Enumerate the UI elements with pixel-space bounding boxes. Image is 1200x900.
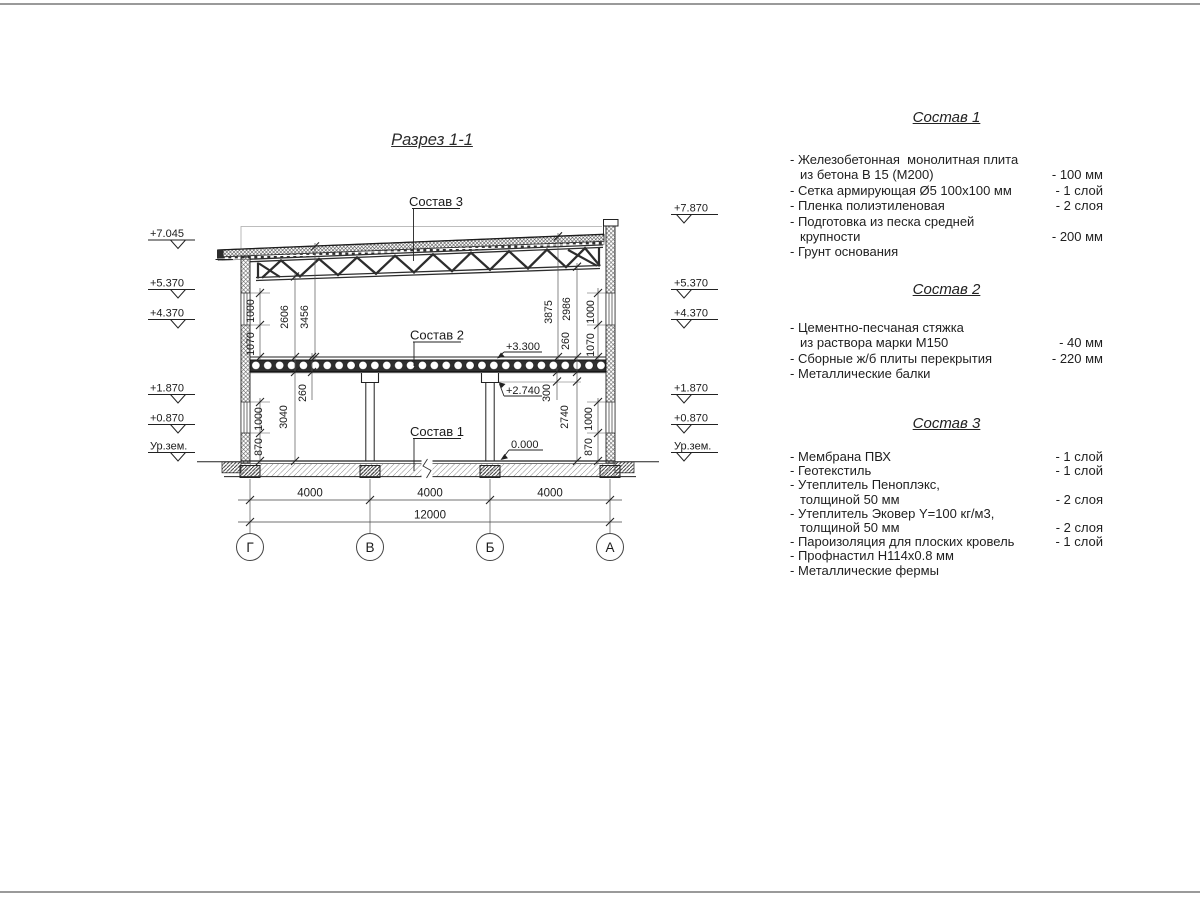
layer-value: - 1 слой	[1055, 182, 1103, 198]
layer-text: толщиной 50 мм	[800, 491, 900, 507]
callout-label: Состав 2	[410, 327, 464, 343]
layer-text: крупности	[800, 229, 861, 245]
inner-elevation-marks	[497, 341, 543, 460]
dim-label: 260	[297, 384, 309, 402]
layer-row	[790, 320, 1103, 335]
layer-value: - 2 слоя	[1055, 520, 1103, 536]
layer-row	[790, 152, 1103, 167]
level-label: +0.870	[150, 412, 184, 425]
layer-row	[790, 335, 1103, 350]
layer-row	[790, 549, 1103, 563]
columns	[362, 373, 499, 461]
blind-area	[222, 462, 241, 473]
dim-label: 3040	[278, 405, 290, 429]
dim-label: 2606	[279, 305, 291, 329]
section-title: Состав 2	[912, 281, 981, 298]
layer-text: - Сборные ж/б плиты перекрытия	[790, 350, 993, 366]
column-shaft	[486, 383, 494, 462]
foundation-pad	[600, 466, 620, 478]
level-label: +0.870	[674, 412, 708, 425]
dim-label: 2986	[561, 297, 573, 321]
callouts	[409, 194, 464, 471]
layer-text: - Металлические фермы	[790, 562, 939, 578]
layer-text: - Металлические балки	[790, 366, 931, 382]
layer-text: из бетона В 15 (М200)	[800, 167, 934, 183]
layer-text: - Утеплитель Пеноплэкс,	[790, 477, 940, 493]
span-dim-label: 4000	[417, 487, 443, 500]
axis-grid	[237, 479, 624, 561]
level-markers-left	[148, 228, 195, 461]
layer-row	[790, 229, 1103, 244]
elevation-mark: +2.740	[506, 385, 540, 397]
layer-row	[790, 507, 1103, 521]
dim-label: 300	[541, 384, 553, 402]
dim-label: 3456	[299, 305, 311, 329]
layer-value: - 100 мм	[1051, 167, 1103, 183]
elevation-mark: +3.300	[506, 341, 540, 353]
layer-value: - 200 мм	[1051, 229, 1103, 245]
dim-label: 1000	[583, 407, 595, 431]
level-label: +5.370	[150, 277, 184, 290]
composition-section-3	[790, 415, 1103, 578]
dim-label: 1000	[245, 299, 257, 323]
dim-label: 2740	[559, 405, 571, 429]
dim-label: 1070	[585, 333, 597, 357]
layer-text: - Пароизоляция для плоских кровель	[790, 534, 1015, 550]
parapet-cap	[604, 220, 619, 227]
axis-label: Г	[246, 540, 254, 555]
layer-text: - Сетка армирующая Ø5 100х100 мм	[790, 182, 1012, 198]
layer-row	[790, 351, 1103, 366]
floor-slab	[250, 357, 606, 382]
level-label: +7.870	[674, 202, 708, 215]
level-label: Ур.зем.	[150, 440, 188, 453]
level-label: +4.370	[674, 307, 708, 320]
dim-label: 1000	[253, 407, 265, 431]
callout-label: Состав 1	[410, 424, 464, 439]
foundation-pad	[480, 466, 500, 478]
layer-text: - Грунт основания	[790, 244, 899, 260]
level-label: +5.370	[674, 277, 708, 290]
layer-value: - 2 слоя	[1055, 491, 1103, 507]
elevation-mark: 0.000	[511, 439, 539, 451]
dim-label: 1070	[245, 332, 257, 356]
axis-label: В	[365, 540, 375, 555]
layer-text: из раствора марки М150	[800, 335, 949, 351]
layer-text: - Мембрана ПВХ	[790, 449, 891, 464]
layer-row	[790, 366, 1103, 381]
layer-text: - Пленка полиэтиленовая	[790, 198, 945, 214]
layer-row	[790, 450, 1103, 464]
layer-row	[790, 167, 1103, 182]
layer-text: - Профнастил Н114х0.8 мм	[790, 548, 954, 564]
column-capital	[362, 373, 379, 383]
layer-text: - Геотекстиль	[790, 463, 872, 479]
section-title: Состав 1	[912, 109, 981, 126]
layer-value: - 2 слоя	[1055, 198, 1103, 214]
drawing-title: Разрез 1-1	[391, 131, 473, 149]
layer-row	[790, 521, 1103, 535]
layer-row	[790, 464, 1103, 478]
callout-label: Состав 3	[409, 194, 463, 209]
level-label: +4.370	[150, 307, 184, 320]
composition-section-2	[790, 281, 1103, 382]
dim-label: 1000	[585, 300, 597, 324]
dim-label: 870	[253, 438, 265, 456]
layer-text: - Цементно-песчаная стяжка	[790, 320, 964, 335]
span-dim-label: 4000	[537, 487, 563, 500]
level-label: +7.045	[150, 228, 184, 240]
level-label: +1.870	[674, 382, 708, 395]
dim-label: 3875	[543, 300, 555, 324]
dim-label: 870	[583, 438, 595, 456]
layer-text: - Подготовка из песка средней	[790, 213, 975, 229]
foundation-pad	[360, 466, 380, 478]
layer-value: - 1 слой	[1055, 463, 1103, 479]
dim-label: 260	[560, 332, 572, 350]
column-shaft	[366, 383, 374, 462]
axis-label: А	[605, 540, 615, 555]
axis-label: Б	[485, 540, 495, 555]
total-dim-label: 12000	[414, 509, 446, 522]
layer-row	[790, 183, 1103, 198]
level-label: Ур.зем.	[674, 440, 712, 453]
layer-value: - 40 мм	[1059, 335, 1103, 351]
layer-value: - 1 слой	[1055, 534, 1103, 550]
layer-row	[790, 244, 1103, 259]
layer-row	[790, 214, 1103, 229]
ground-floor	[197, 459, 659, 478]
layer-text: - Железобетонная монолитная плита	[790, 152, 1019, 167]
section-title: Состав 3	[912, 415, 981, 432]
column-capital	[482, 373, 499, 383]
layer-row	[790, 198, 1103, 213]
composition-section-1	[790, 109, 1103, 260]
layer-text: - Утеплитель Эковер Y=100 кг/м3,	[790, 505, 995, 521]
level-markers-right	[671, 203, 718, 462]
layer-row	[790, 564, 1103, 578]
layer-value: - 220 мм	[1051, 350, 1103, 366]
layer-row	[790, 493, 1103, 507]
span-dim-label: 4000	[297, 487, 323, 500]
foundation-pad	[240, 466, 260, 478]
layer-row	[790, 535, 1103, 549]
eaves-drip	[217, 250, 224, 259]
layer-value: - 1 слой	[1055, 449, 1103, 464]
layer-row	[790, 478, 1103, 492]
level-label: +1.870	[150, 382, 184, 395]
layer-text: толщиной 50 мм	[800, 520, 900, 536]
